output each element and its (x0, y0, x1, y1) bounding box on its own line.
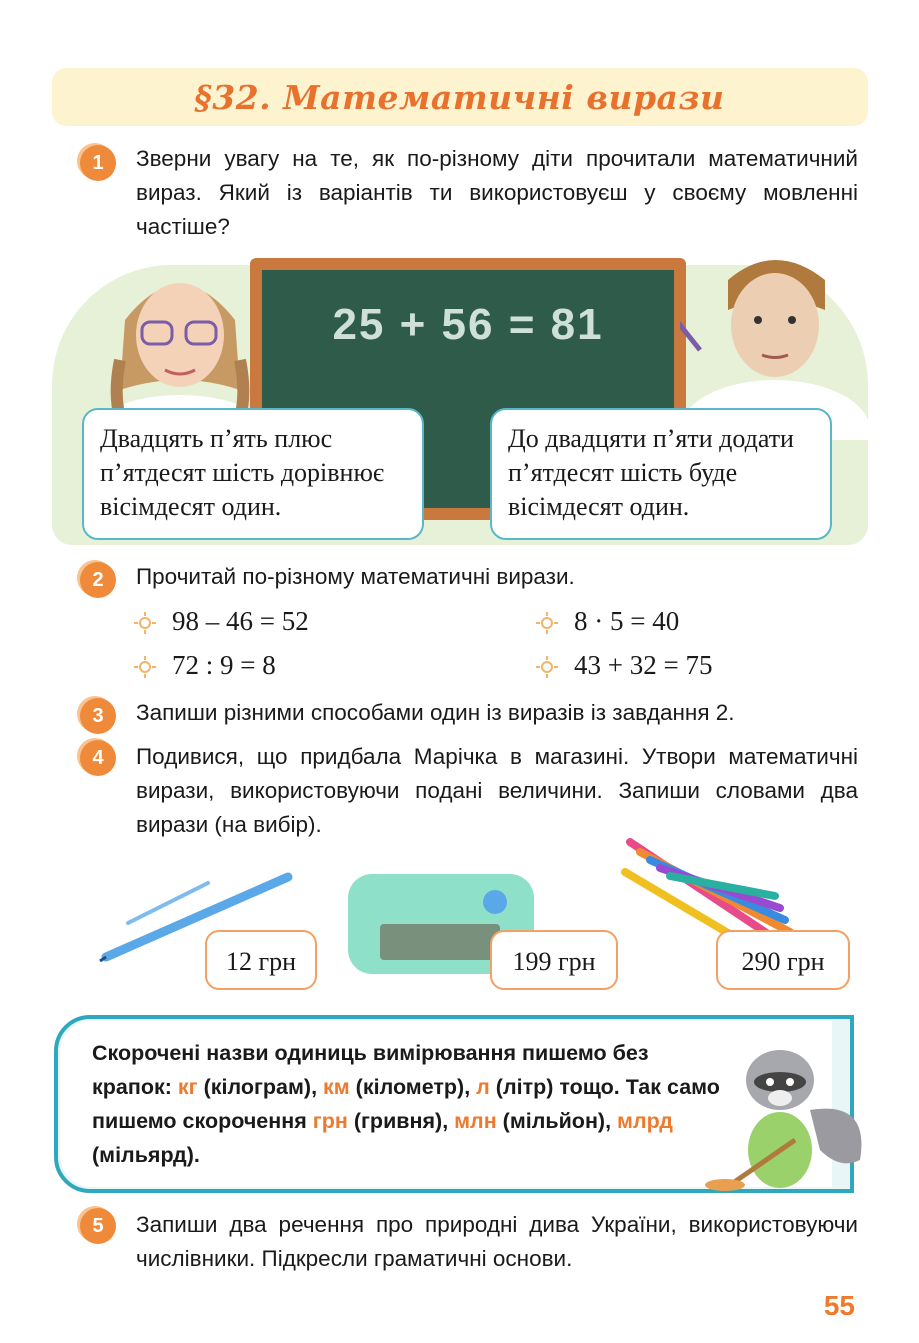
price-tag-pen: 12 грн (205, 930, 317, 990)
highlight-kg: кг (177, 1075, 198, 1099)
task-1-text: Зверни увагу на те, як по-різному діти прочитали математичний вираз. Який із варіантів ти використовуєш у своєму мовленні частіше? (136, 146, 858, 239)
expression-4: 43 + 32 = 75 (574, 650, 713, 680)
sun-bullet-icon (134, 612, 156, 634)
task-3-text: Запиши різними способами один із виразів із завдання 2. (136, 700, 735, 725)
highlight-mln: млн (454, 1109, 497, 1133)
task-2-text: Прочитай по-різному математичні вирази. (136, 564, 575, 589)
sun-bullet-icon (536, 612, 558, 634)
expression-2: 8 · 5 = 40 (574, 606, 680, 636)
page-title: §32. Математичні вирази (194, 78, 725, 117)
expression-1: 98 – 46 = 52 (172, 606, 309, 636)
highlight-mlrd: млрд (617, 1109, 673, 1133)
task-number-5: 5 (80, 1208, 116, 1244)
sun-bullet-icon (134, 656, 156, 678)
price-tag-pencil-case: 199 грн (490, 930, 618, 990)
sun-bullet-icon (536, 656, 558, 678)
expression-3: 72 : 9 = 8 (172, 650, 276, 680)
speech-bubble-left: Двадцять п’ять плюс п’ятдесят шість дорівнює вісімдесят один. (82, 408, 424, 540)
price-tag-markers: 290 грн (716, 930, 850, 990)
speech-bubble-right: До двадцяти п’яти додати п’ятдесят шість буде вісімдесят один. (490, 408, 832, 540)
task-number-3: 3 (80, 698, 116, 734)
task-5-text: Запиши два речення про природні дива України, використовуючи числівники. Підкресли граматичні основи. (136, 1212, 858, 1271)
task-4-text: Подивися, що придбала Марічка в магазині. Утвори математичні вирази, використовуючи подані величини. Запиши словами два вирази (на вибір). (136, 744, 858, 837)
highlight-km: км (323, 1075, 350, 1099)
rule-text: Скорочені назви одиниць вимірювання пишемо без крапок: кг (кілограм), км (кілометр), л (літр) тощо. Так само пишемо скорочення грн (гривня), млн (мільйон), млрд (мільярд). (92, 1041, 720, 1167)
highlight-grn: грн (312, 1109, 348, 1133)
task-number-4: 4 (80, 740, 116, 776)
task-number-1: 1 (80, 145, 116, 181)
page-number: 55 (823, 1290, 855, 1321)
task-number-2: 2 (80, 562, 116, 598)
raccoon-mascot-illustration (700, 1040, 870, 1200)
highlight-l: л (476, 1075, 490, 1099)
chalkboard-expression: 25 + 56 = 81 (332, 300, 604, 349)
